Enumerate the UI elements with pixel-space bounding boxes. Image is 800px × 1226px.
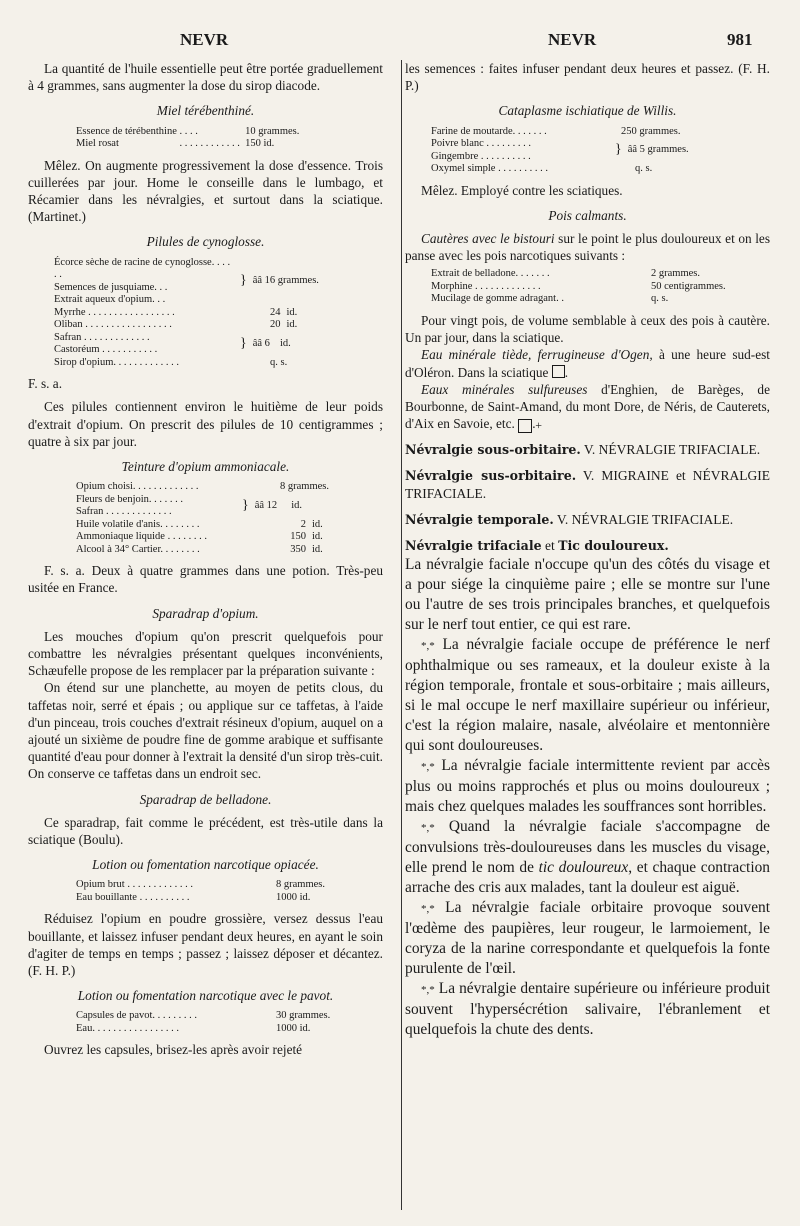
- paragraph: Pour vingt pois, de volume semblable à ceux des pois à cautère. Un par jour, dans la sciatique.: [405, 312, 770, 346]
- paragraph: Ces pilules contiennent environ le huitième de leur poids d'extrait d'opium. On prescrit des pilules de 10 centigrammes ; quatre à six par jour.: [28, 399, 383, 449]
- asterism-icon: *,*: [421, 761, 435, 774]
- ingredient: Eau bouillante . . . . . . . . . .: [76, 891, 190, 903]
- ingredient: Huile volatile d'anis. . . . . . . .: [76, 518, 200, 530]
- recipe-row: [76, 892, 325, 905]
- paragraph: Mêlez. On augmente progressivement la dose d'essence. Trois cuillerées par jour. Home le conseille dans le lumbago, et Récamier dans les névralgies, et surtout dans la sciatique. (Martinet.): [28, 157, 383, 225]
- quantity: 2: [300, 518, 306, 530]
- ingredient: Farine de moutarde. . . . . . .: [431, 125, 547, 137]
- quantity: ââ 5 grammes.: [627, 144, 689, 156]
- paragraph: *,* La névralgie dentaire supérieure ou inférieure produit souvent l'hypersécrétion salivaire, l'ébranlement et quelquefois la chute des dents.: [405, 980, 770, 1039]
- trifacial-body: [405, 555, 770, 1040]
- unit: id.: [312, 518, 323, 530]
- ingredient: Extrait de belladone. . . . . . .: [431, 268, 550, 280]
- quantity: q. s.: [635, 163, 653, 175]
- entry-heading: Névralgie sous-orbitaire. V. NÉVRALGIE TRIFACIALE.: [405, 442, 761, 458]
- recipe-row: [76, 138, 299, 151]
- paragraph: les semences : faites infuser pendant deux heures et passez. (F. H. P.): [405, 61, 770, 94]
- paragraph: *,* La névralgie faciale orbitaire provoque souvent l'œdème des paupières, leur rougeur, le larmoiement, le coryza de la narine correspondante et quelquefois la fonte purulente de l'œil.: [405, 899, 770, 978]
- italic-term: Eaux minérales sulfureuses: [421, 381, 588, 397]
- ingredient: Morphine . . . . . . . . . . . . .: [431, 280, 541, 292]
- recipe-title: Teinture d'opium ammoniacale.: [121, 458, 290, 474]
- ingredient: Extrait aqueux d'opium. . .: [54, 294, 166, 306]
- entry-heading: Névralgie trifaciale et Tic douloureux.: [405, 538, 669, 554]
- ingredient: Poivre blanc . . . . . . . . .: [431, 138, 532, 150]
- recipe-miel: [76, 126, 383, 151]
- recipe-row: [54, 307, 297, 320]
- quantity: 2 grammes.: [651, 268, 700, 280]
- quantity: 350: [290, 543, 306, 555]
- quantity: 250 grammes.: [621, 125, 681, 137]
- paragraph: La névralgie faciale n'occupe qu'un des côtés du visage et a pour siége la cinquième paire ; elle se montre sur l'une ou l'autre de ses trois principales branches, et quelquefois sur le nerf tout entier, ce qui est rare.: [405, 556, 770, 634]
- ingredient: Semences de jusquiame. . .: [54, 281, 168, 293]
- ingredient: Castoréum . . . . . . . . . . .: [54, 344, 158, 356]
- paragraph: Réduisez l'opium en poudre grossière, versez dessus l'eau bouillante, et laissez infuser pendant deux heures, en ayant le soin d'agiter de temps en temps ; passez ; laissez déposer et décantez. (F. H. P.): [28, 911, 383, 978]
- quantity: 150: [290, 531, 306, 543]
- recipe-title: Sparadrap de belladone.: [139, 791, 272, 807]
- ingredient: Oxymel simple . . . . . . . . . .: [431, 163, 548, 175]
- paragraph: Ouvrez les capsules, brisez-les après avoir rejeté: [44, 1042, 303, 1058]
- ingredient-dots: . . . .: [179, 125, 198, 137]
- asterism-icon: *,*: [421, 903, 435, 916]
- recipe-row: [431, 268, 726, 281]
- recipe-row: [54, 357, 287, 370]
- quantity: ââ 6: [252, 337, 270, 349]
- quantity: 20: [270, 319, 281, 331]
- quantity: 8 grammes.: [280, 481, 329, 493]
- paragraph: La quantité de l'huile essentielle peut être portée graduellement à 4 grammes, sans augmenter la dose du sirop diacode.: [28, 61, 383, 94]
- ingredient: Mucilage de gomme adragant. .: [431, 293, 564, 305]
- column-divider: [401, 60, 402, 1210]
- recipe-row: [76, 879, 325, 892]
- ingredient: Opium brut . . . . . . . . . . . . .: [76, 879, 193, 891]
- italic-term: Eau minérale tiède, ferrugineuse d'Ogen,: [421, 347, 653, 363]
- paragraph: Les mouches d'opium qu'on prescrit quelquefois pour combattre les névralgies présentant quelques inconvénients, Schæufelle propose de les remplacer par la préparation suivante :: [28, 628, 383, 679]
- recipe-title: Cataplasme ischiatique de Willis.: [498, 103, 677, 119]
- paragraph: *,* Quand la névralgie faciale s'accompagne de convulsions très-douloureuses dans les muscles du visage, elle prend le nom de tic douloureux, et chaque contraction arrache des cris aux malades, tant la douleur est aiguë.: [405, 818, 770, 897]
- quantity: 1000 id.: [276, 1022, 311, 1034]
- quantity: ââ 12: [254, 499, 278, 511]
- recipe-pois: [431, 268, 770, 306]
- recipe-title: Lotion ou fomentation narcotique opiacée.: [92, 857, 319, 873]
- recipe-title: Lotion ou fomentation narcotique avec le pavot.: [77, 988, 334, 1004]
- quantity: 1000 id.: [276, 891, 311, 903]
- paragraph: *,* La névralgie faciale intermittente revient par accès plus ou moins rapprochés et plus ou moins douloureux ; mais chez quelques malades les souffrances sont horribles.: [405, 757, 770, 816]
- recipe-row: [76, 519, 323, 532]
- running-head-left: NEVR: [180, 30, 229, 49]
- recipe-row: [76, 531, 323, 544]
- ingredient: Écorce sèche de racine de cynoglosse. . . . . .: [54, 256, 231, 281]
- brace: }: [240, 273, 247, 289]
- unit: id.: [286, 319, 298, 331]
- unit: id.: [279, 337, 291, 349]
- paragraph: Eau minérale tiède, ferrugineuse d'Ogen, à une heure sud-est d'Oléron. Dans la sciatique .: [405, 347, 770, 380]
- paragraph: F. s. a. Deux à quatre grammes dans une potion. Très-peu usitée en France.: [28, 563, 383, 596]
- recipe-row: [76, 481, 329, 494]
- quantity: 30 grammes.: [276, 1010, 331, 1022]
- entry-heading: Névralgie sus-orbitaire. V. MIGRAINE et NÉVRALGIE TRIFACIALE.: [405, 468, 770, 502]
- running-head: [0, 30, 800, 54]
- ingredient: Capsules de pavot. . . . . . . . .: [76, 1010, 198, 1022]
- right-column: [405, 60, 770, 1040]
- asterism-icon: *,*: [421, 822, 435, 835]
- page-number: 981: [727, 30, 753, 49]
- asterism-icon: *,*: [421, 640, 435, 653]
- recipe-row: [76, 544, 323, 557]
- ingredient-dots: . . . . . . . . . . . .: [179, 138, 240, 150]
- recipe-lotion-opium: [76, 879, 383, 904]
- quantity: 150 id.: [245, 138, 275, 150]
- ingredient: Eau. . . . . . . . . . . . . . . . .: [76, 1022, 179, 1034]
- recipe-title: Sparadrap d'opium.: [152, 605, 259, 621]
- ingredient: Gingembre . . . . . . . . . .: [431, 150, 531, 162]
- left-column: [28, 60, 383, 1059]
- ingredient: Miel rosat: [76, 138, 119, 150]
- recipe-title: Miel térébenthiné.: [156, 103, 255, 119]
- ingredient: Myrrhe . . . . . . . . . . . . . . . . .: [54, 306, 175, 318]
- ingredient: Safran . . . . . . . . . . . . .: [54, 331, 150, 343]
- unit: id.: [286, 306, 298, 318]
- paragraph: Eaux minérales sulfureuses d'Enghien, de Barèges, de Bourbonne, de Saint-Amand, du mont Dore, de Néris, de Cauterets, d'Aix en Savoie, etc. +.: [405, 381, 770, 433]
- recipe-pilules: [54, 257, 383, 370]
- recipe-row: [76, 1023, 330, 1036]
- recipe-title: Pois calmants.: [548, 207, 627, 223]
- recipe-row: [431, 126, 681, 139]
- quantity: ââ 16 grammes.: [252, 275, 319, 287]
- entry-heading: Névralgie temporale. V. NÉVRALGIE TRIFACIALE.: [405, 512, 734, 528]
- paragraph: Ce sparadrap, fait comme le précédent, est très-utile dans la sciatique (Boulu).: [28, 814, 383, 847]
- quantity: q. s.: [270, 356, 288, 368]
- quantity: 8 grammes.: [276, 879, 325, 891]
- paragraph: F. s. a.: [28, 376, 63, 392]
- unit: id.: [291, 499, 302, 511]
- recipe-row: [431, 293, 726, 306]
- paragraph: *,* La névralgie faciale occupe de préférence le nerf ophthalmique ou ses rameaux, et la douleur existe à la région temporale, frontale et sous-orbitaire ; mais ailleurs, si le mal occupe le nerf maxillaire supérieur ou inférieur, c'est la région malaire, nasale, alvéolaire et mentonnière qui sont douloureuses.: [405, 636, 770, 755]
- recipe-row: [431, 281, 726, 294]
- asterism-icon: *,*: [421, 984, 435, 997]
- brace: }: [240, 335, 247, 351]
- paragraph: Cautères avec le bistouri sur le point le plus douloureux et on les panse avec les pois narcotiques suivants :: [405, 231, 770, 264]
- quantity: q. s.: [651, 293, 669, 305]
- cross-box-icon: +: [518, 419, 532, 433]
- recipe-title: Pilules de cynoglosse.: [146, 234, 265, 250]
- square-symbol-icon: [552, 365, 565, 378]
- italic-term: Cautères avec le bistouri: [421, 231, 555, 247]
- paragraph: Mêlez. Employé contre les sciatiques.: [421, 182, 623, 198]
- recipe-row: [76, 126, 299, 139]
- quantity: 24: [270, 306, 281, 318]
- paragraph: On étend sur une planchette, au moyen de petits clous, du taffetas noir, serré et épais ; ou applique sur ce taffetas, à l'aide d'un pinceau, trois couches d'extrait résineux d'opium, auquel on a ajouté un sixième de poudre fine de gomme arabique et suffisante quantité d'eau pour donner à l'extrait la densité d'un sirop très-cuit. On conserve ce taffetas dans un endroit sec.: [28, 680, 383, 782]
- ingredient: Sirop d'opium. . . . . . . . . . . . .: [54, 356, 179, 368]
- unit: id.: [312, 531, 323, 543]
- ingredient: Oliban . . . . . . . . . . . . . . . . .: [54, 319, 172, 331]
- ingredient: Essence de térébenthine: [76, 125, 177, 137]
- recipe-row: [54, 319, 297, 332]
- ingredient: Ammoniaque liquide . . . . . . . .: [76, 531, 207, 543]
- ingredient: Opium choisi. . . . . . . . . . . . .: [76, 481, 199, 493]
- quantity: 50 centigrammes.: [651, 280, 726, 292]
- ingredient: Safran . . . . . . . . . . . . .: [76, 506, 172, 518]
- brace: }: [615, 142, 622, 158]
- unit: id.: [312, 543, 323, 555]
- recipe-row: [76, 1010, 330, 1023]
- recipe-teinture: [76, 481, 383, 556]
- recipe-row: [431, 163, 652, 176]
- ingredient: Alcool à 34° Cartier. . . . . . . .: [76, 543, 200, 555]
- quantity: 10 grammes.: [245, 125, 300, 137]
- recipe-cataplasme: [431, 126, 770, 176]
- recipe-lotion-pavot: [76, 1010, 383, 1035]
- running-head-center: NEVR: [548, 30, 597, 49]
- ingredient: Fleurs de benjoin. . . . . . .: [76, 493, 184, 505]
- brace: }: [242, 497, 249, 513]
